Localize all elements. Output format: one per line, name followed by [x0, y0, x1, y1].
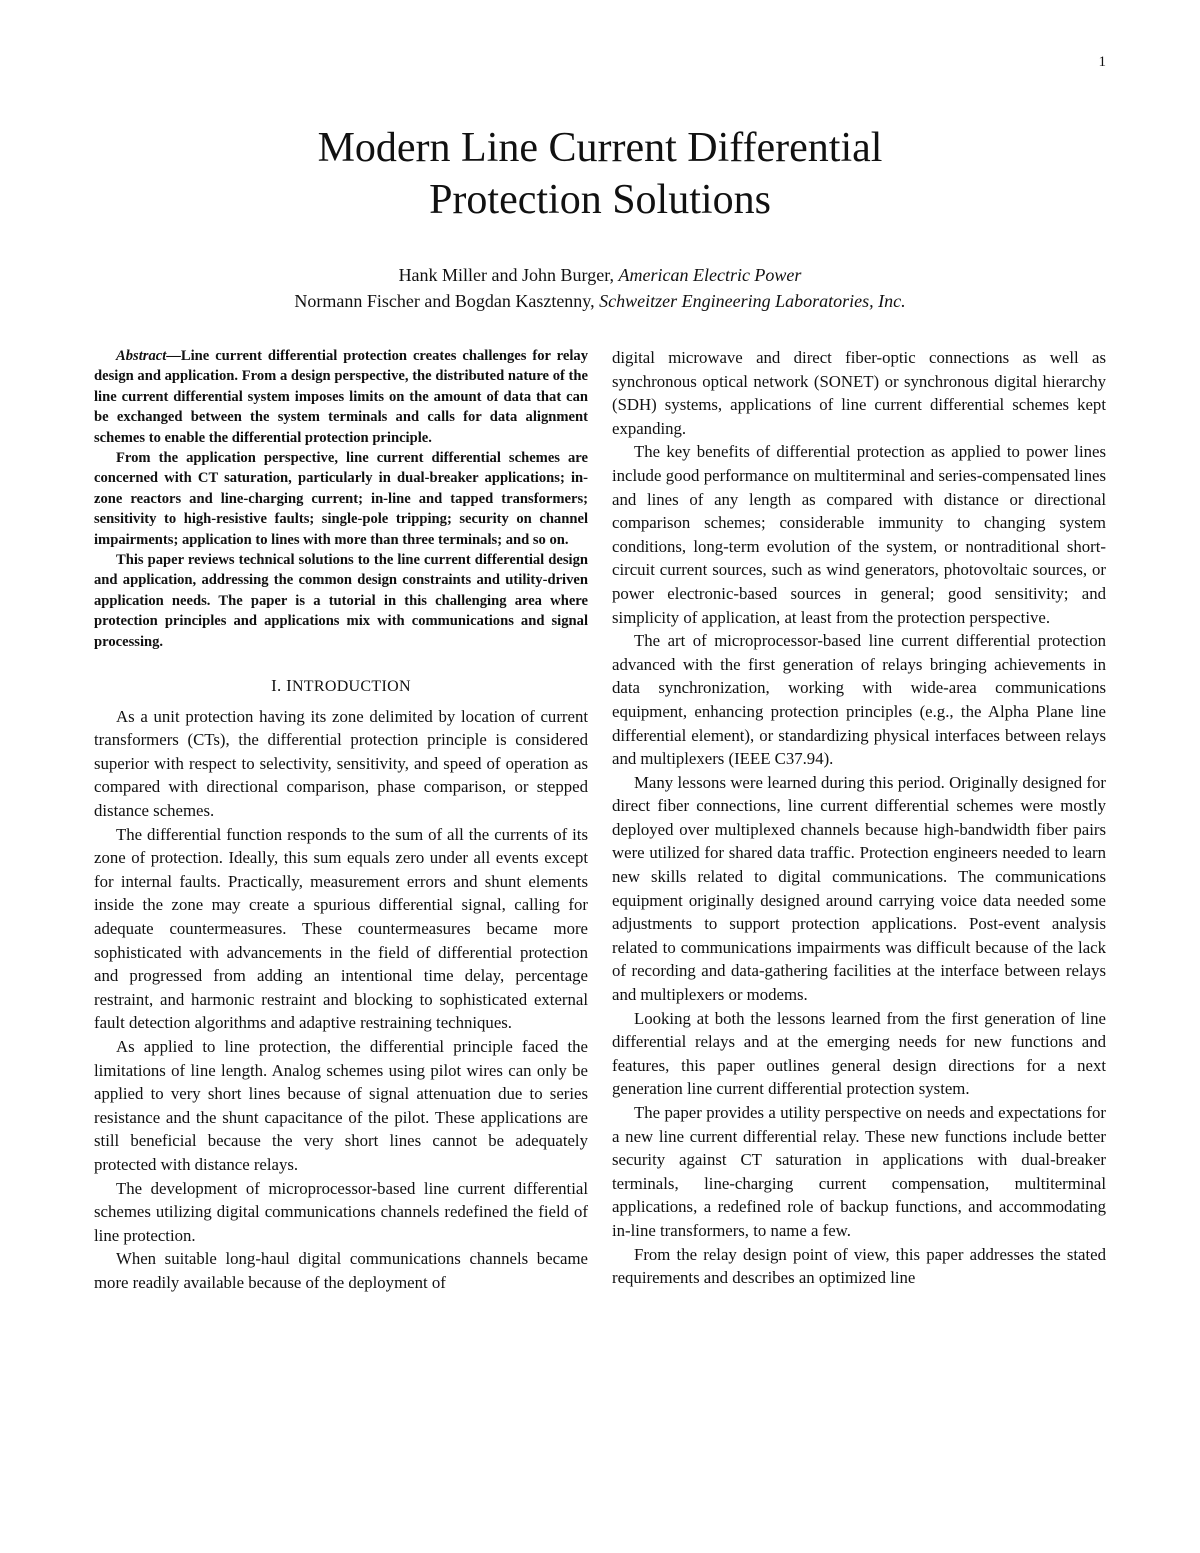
abstract-text-1: Line current differential protection creates challenges for relay design and application. From a design perspective, the distributed nature of the line current differential system imposes limits on the amount of data that can be exchanged between the system terminals and calls for data alignment schemes to enable the differential protection principle. — [94, 348, 588, 446]
left-column — [94, 346, 588, 1295]
right-paragraph-5: Looking at both the lessons learned from the first generation of line differential relays and at the emerging needs for new functions and features, this paper outlines general design directions for a next generation line current differential protection system. — [612, 1008, 1106, 1099]
left-paragraph-5: When suitable long-haul digital communications channels became more readily available because of the deployment of — [94, 1249, 588, 1292]
author-block — [0, 262, 1200, 314]
author-affiliation-2: Schweitzer Engineering Laboratories, Inc. — [599, 291, 906, 311]
author-names-2: Normann Fischer and Bogdan Kasztenny, — [294, 291, 600, 311]
abstract-paragraph-1 — [94, 346, 588, 448]
author-line-1 — [0, 262, 1200, 288]
section-heading-introduction — [94, 674, 588, 699]
right-paragraph-2: The key benefits of differential protection as applied to power lines include good performance on multiterminal and series-compensated lines and lines of any length as compared with distance or directional comparison schemes; considerable immunity to changing system conditions, long-term evolution of the system, or nontraditional short-circuit current sources, such as wind generators, photovoltaic sources, or power electronic-based sources in general; good sensitivity; and simplicity of application, at least from the protection perspective. — [612, 442, 1106, 627]
page-number: 1 — [1098, 54, 1106, 70]
author-line-2 — [0, 288, 1200, 314]
abstract — [94, 346, 588, 652]
right-column — [612, 346, 1106, 1290]
right-paragraph-1: digital microwave and direct fiber-optic connections as well as synchronous optical network (SONET) or synchronous digital hierarchy (SDH) systems, applications of line current differential schemes kept expanding. — [612, 348, 1106, 438]
author-names-1: Hank Miller and John Burger, — [398, 265, 619, 285]
left-paragraph-1: As a unit protection having its zone delimited by location of current transformers (CTs), the differential protection principle is considered superior with respect to selectivity, sensitivity, and speed of operation as compared with directional comparison, phase comparison, or stepped distance schemes. — [94, 706, 588, 821]
title-line-2: Protection Solutions — [429, 177, 771, 223]
abstract-label: Abstract — [116, 348, 167, 364]
section-title-first: I — [286, 676, 292, 696]
right-paragraph-3: The art of microprocessor-based line current differential protection advanced with the first generation of relays bringing achievements in data synchronization, working with wide-area communications equipment, enhancing protection principles (e.g., the Alpha Plane line differential element), or standardizing physical interfaces between relays and multiplexers (IEEE C37.94). — [612, 631, 1106, 769]
right-paragraph-4: Many lessons were learned during this period. Originally designed for direct fiber connections, line current differential schemes were mostly deployed over multiplexed channels because high-bandwidth fiber pairs were utilized for shared data traffic. Protection engineers needed to learn new skills related to digital communications. The communications equipment originally designed around carrying voice data needed some adjustments to support protection applications. Post-event analysis related to communications impairments was difficult because of the lack of recording and data-gathering facilities at the interface between relays and multiplexers or modems. — [612, 772, 1106, 1005]
left-paragraph-3: As applied to line protection, the differential principle faced the limitations of line length. Analog schemes using pilot wires can only be applied to very short lines because of signal attenuation due to series resistance and the shunt capacitance of the pilot. These applications are still beneficial because the very short lines cannot be adequately protected with distance relays. — [94, 1037, 588, 1174]
author-affiliation-1: American Electric Power — [618, 265, 802, 285]
left-paragraph-2: The differential function responds to the sum of all the currents of its zone of protection. Ideally, this sum equals zero under all events except for internal faults. Practically, measurement errors and shunt elements inside the zone may create a spurious differential signal, calling for adequate countermeasures. These countermeasures became more sophisticated with advancements in the field of differential protection and progressed from adding an intentional time delay, percentage restraint, and harmonic restraint and blocking to sophisticated external fault detection algorithms and adaptive restraining techniques. — [94, 824, 588, 1033]
right-paragraph-6: The paper provides a utility perspective on needs and expectations for a new line current differential relay. These new functions include better security against CT saturation in applications with dual-breaker terminals, line-charging current compensation, multiterminal applications, a redefined role of backup functions, and accommodating in-line transformers, to name a few. — [612, 1103, 1106, 1240]
abstract-dash: — — [166, 348, 181, 364]
right-paragraph-7: From the relay design point of view, this paper addresses the stated requirements and describes an optimized line — [612, 1244, 1106, 1288]
abstract-paragraph-3: This paper reviews technical solutions to the line current differential design and application, addressing the common design constraints and utility-driven application needs. The paper is a tutorial in this challenging area where protection principles and applications mix with communications and signal processing. — [94, 552, 588, 650]
paper-title — [0, 122, 1200, 226]
section-number: I. — [271, 676, 282, 696]
abstract-paragraph-2: From the application perspective, line current differential schemes are concerned with CT saturation, particularly in dual-breaker applications; in-zone reactors and line-charging current; in-line and tapped transformers; sensitivity to high-resistive faults; single-pole tripping; security on channel impairments; application to lines with more than three terminals; and so on. — [94, 450, 588, 548]
section-title-rest: NTRODUCTION — [291, 678, 411, 696]
left-paragraph-4: The development of microprocessor-based line current differential schemes utilizing digital communications channels redefined the field of line protection. — [94, 1178, 588, 1245]
title-line-1: Modern Line Current Differential — [317, 125, 883, 171]
